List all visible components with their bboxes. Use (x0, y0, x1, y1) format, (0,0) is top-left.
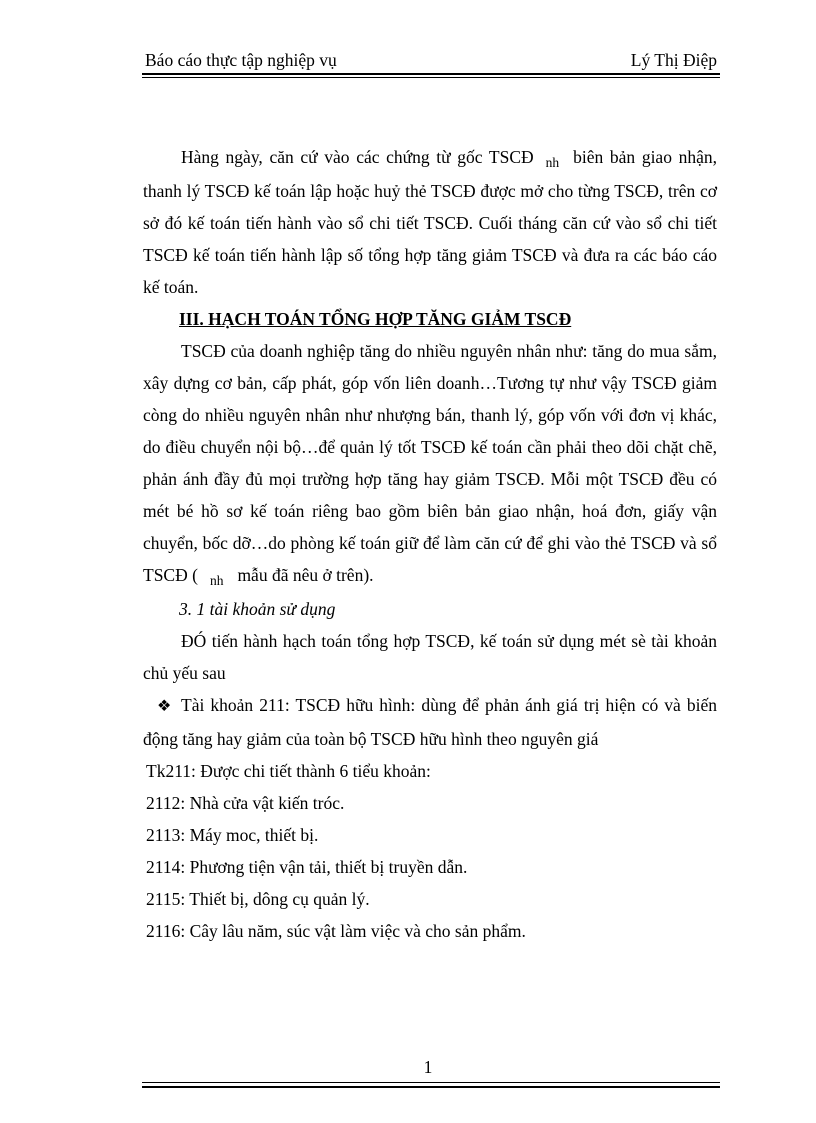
page-header (145, 46, 717, 74)
list-item: 2116: Cây lâu năm, súc vật làm việc và cho sản phẩm. (146, 921, 526, 941)
subsection-heading: 3. 1 tài khoản sử dụng (179, 599, 336, 619)
section-heading: III. HẠCH TOÁN TỔNG HỢP TĂNG GIẢM TSCĐ (179, 309, 572, 329)
diamond-bullet-icon: ❖ (157, 698, 172, 715)
footer-rule-thick (142, 1086, 720, 1088)
list-item: 2114: Phương tiện vận tải, thiết bị truyền dẫn. (146, 857, 468, 877)
paragraph-text: biên bản giao nhận, thanh lý TSCĐ kế toán lập hoặc huỷ thẻ TSCĐ được mở cho từng TSCĐ, trên cơ sở đó kế toán tiến hành vào sổ chi tiết TSCĐ. Cuối tháng căn cứ vào sổ chi tiết TSCĐ kế toán tiến hành lập số tổng hợp tăng giảm TSCĐ và đưa ra các báo cáo kế toán. (143, 147, 717, 297)
header-author-name: Lý Thị Điệp (630, 50, 717, 70)
paragraph-daily-records (143, 141, 717, 303)
header-rule-thick (142, 73, 720, 75)
page-number: 1 (423, 1057, 433, 1077)
header-rule-thin (142, 77, 720, 78)
paragraph-text: TSCĐ của doanh nghiệp tăng do nhiều nguyên nhân như: tăng do mua sắm, xây dựng cơ bản, cấp phát, góp vốn liên doanh…Tương tự như vậy TSCĐ giảm còng do nhiều nguyên nhân như nhượng bán, thanh lý, góp vốn với đơn vị khác, do điều chuyển nội bộ…để quản lý tốt TSCĐ kế toán cần phải theo dõi chặt chẽ, phản ánh đầy đủ mọi trường hợp tăng hay giảm TSCĐ. Mỗi một TSCĐ đều có mét bé hồ sơ kế toán riêng bao gồm biên bản giao nhận, hoá đơn, giấy vận chuyển, bốc dỡ…do phòng kế toán giữ để làm căn cứ để ghi vào thẻ TSCĐ và sổ TSCĐ ( (143, 341, 717, 585)
paragraph-asset-changes (143, 335, 717, 593)
bullet-account-211 (143, 689, 717, 755)
list-item: 2112: Nhà cửa vật kiến tróc. (146, 793, 345, 813)
paragraph-text: Hàng ngày, căn cứ vào các chứng từ gốc TSCĐ (181, 147, 534, 167)
paragraph-accounts-intro: ĐÓ tiến hành hạch toán tổng hợp TSCĐ, kế toán sử dụng mét sè tài khoản chủ yếu sau (143, 631, 717, 683)
paragraph-text: mẫu đã nêu ở trên). (237, 565, 374, 585)
bullet-text: Tài khoản 211: TSCĐ hữu hình: dùng để phản ánh giá trị hiện có và biến động tăng hay giảm của toàn bộ TSCĐ hữu hình theo nguyên giá (143, 695, 717, 749)
document-body (143, 141, 717, 947)
list-item: Tk211: Được chi tiết thành 6 tiểu khoản: (146, 761, 431, 781)
list-item: 2113: Máy moc, thiết bị. (146, 825, 319, 845)
footer-rule-thin (142, 1082, 720, 1083)
list-item: 2115: Thiết bị, dông cụ quản lý. (146, 889, 370, 909)
subscript-nh: nh (545, 155, 560, 170)
header-report-title: Báo cáo thực tập nghiệp vụ (145, 50, 337, 70)
subscript-nh: nh (209, 573, 224, 588)
